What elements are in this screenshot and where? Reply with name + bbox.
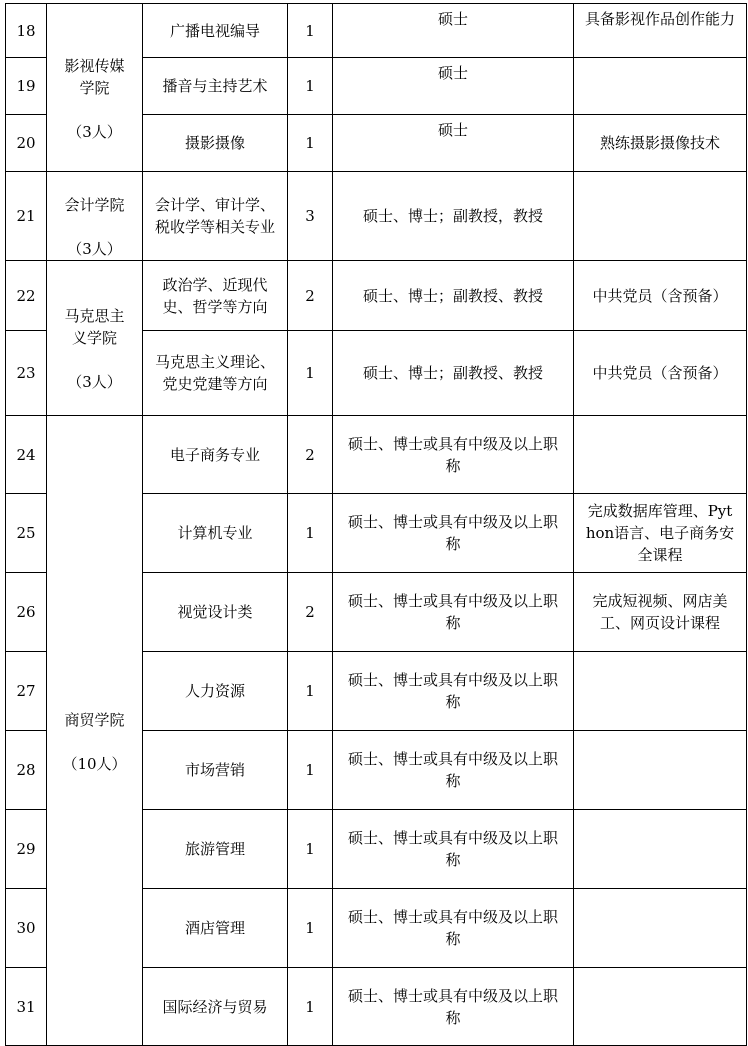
degree-text: 硕士、博士或具有中级及以上职称 <box>347 750 558 790</box>
major-cell: 电子商务专业 <box>143 416 288 494</box>
college-count: （10人） <box>62 754 127 773</box>
requirement-cell: 熟练摄影摄像技术 <box>574 115 747 172</box>
requirement-cell <box>574 172 747 261</box>
college-count: （3人） <box>67 122 122 141</box>
degree-cell <box>333 810 574 889</box>
count-cell: 2 <box>288 416 333 494</box>
college-cell <box>47 4 143 172</box>
major-cell: 视觉设计类 <box>143 573 288 652</box>
row-number: 30 <box>6 889 47 968</box>
degree-text: 硕士、博士或具有中级及以上职称 <box>347 592 558 632</box>
row-number: 20 <box>6 115 47 172</box>
degree-text: 硕士、博士或具有中级及以上职称 <box>347 986 558 1027</box>
table-row <box>6 4 747 58</box>
degree-text: 硕士、博士或具有中级及以上职称 <box>347 434 558 475</box>
count-cell: 1 <box>288 4 333 58</box>
degree-text: 硕士、博士或具有中级及以上职称 <box>347 908 558 948</box>
degree-cell <box>333 573 574 652</box>
table-row <box>6 416 747 494</box>
major-cell: 市场营销 <box>143 731 288 810</box>
count-cell: 1 <box>288 889 333 968</box>
requirement-cell: 中共党员（含预备） <box>574 331 747 416</box>
degree-cell <box>333 652 574 731</box>
degree-cell <box>333 416 574 494</box>
count-cell: 1 <box>288 494 333 573</box>
requirement-cell: 中共党员（含预备） <box>574 261 747 331</box>
major-cell: 会计学、审计学、税收学等相关专业 <box>143 172 288 261</box>
major-cell: 酒店管理 <box>143 889 288 968</box>
row-number: 21 <box>6 172 47 261</box>
degree-text: 硕士、博士或具有中级及以上职称 <box>347 513 558 553</box>
requirement-cell <box>574 968 747 1046</box>
count-cell: 1 <box>288 731 333 810</box>
count-cell: 1 <box>288 968 333 1046</box>
requirement-text: 完成数据库管理、Python语言、电子商务安全课程 <box>585 502 735 564</box>
row-number: 26 <box>6 573 47 652</box>
count-cell: 1 <box>288 115 333 172</box>
count-cell: 1 <box>288 58 333 115</box>
degree-cell <box>333 494 574 573</box>
row-number: 27 <box>6 652 47 731</box>
major-cell: 计算机专业 <box>143 494 288 573</box>
requirement-text: 完成短视频、网店美工、网页设计课程 <box>592 592 728 632</box>
row-number: 25 <box>6 494 47 573</box>
college-name: 影视传媒学院 <box>64 56 125 97</box>
major-cell: 人力资源 <box>143 652 288 731</box>
recruitment-table <box>5 3 747 1046</box>
degree-text: 硕士、博士或具有中级及以上职称 <box>347 829 558 869</box>
degree-cell <box>333 968 574 1046</box>
major-cell: 政治学、近现代史、哲学等方向 <box>143 261 288 331</box>
college-cell <box>47 416 143 1046</box>
row-number: 22 <box>6 261 47 331</box>
college-count: （3人） <box>67 373 122 391</box>
count-cell: 3 <box>288 172 333 261</box>
degree-cell <box>333 731 574 810</box>
requirement-cell <box>574 494 747 573</box>
college-count: （3人） <box>67 240 122 258</box>
count-cell: 1 <box>288 331 333 416</box>
degree-cell: 硕士、博士；副教授，教授 <box>333 172 574 261</box>
college-name: 商贸学院 <box>64 710 125 729</box>
count-cell: 1 <box>288 652 333 731</box>
college-cell <box>47 172 143 261</box>
table-row <box>6 172 747 261</box>
college-name: 马克思主义学院 <box>64 307 125 347</box>
count-cell: 1 <box>288 810 333 889</box>
count-cell: 2 <box>288 573 333 652</box>
degree-cell: 硕士 <box>333 4 574 58</box>
degree-cell: 硕士 <box>333 115 574 172</box>
row-number: 31 <box>6 968 47 1046</box>
requirement-cell <box>574 731 747 810</box>
degree-cell: 硕士 <box>333 58 574 115</box>
requirement-cell: 具备影视作品创作能力 <box>574 4 747 58</box>
requirement-cell <box>574 573 747 652</box>
requirement-cell <box>574 810 747 889</box>
row-number: 19 <box>6 58 47 115</box>
major-cell: 摄影摄像 <box>143 115 288 172</box>
count-cell: 2 <box>288 261 333 331</box>
degree-text: 硕士、博士或具有中级及以上职称 <box>347 671 558 711</box>
major-cell: 播音与主持艺术 <box>143 58 288 115</box>
degree-cell: 硕士、博士；副教授、教授 <box>333 261 574 331</box>
row-number: 28 <box>6 731 47 810</box>
row-number: 23 <box>6 331 47 416</box>
row-number: 24 <box>6 416 47 494</box>
college-name: 会计学院 <box>64 196 125 214</box>
requirement-cell <box>574 652 747 731</box>
requirement-cell <box>574 416 747 494</box>
requirement-cell <box>574 58 747 115</box>
college-cell <box>47 261 143 416</box>
degree-cell: 硕士、博士；副教授、教授 <box>333 331 574 416</box>
major-cell: 马克思主义理论、党史党建等方向 <box>143 331 288 416</box>
major-cell: 广播电视编导 <box>143 4 288 58</box>
row-number: 18 <box>6 4 47 58</box>
degree-cell <box>333 889 574 968</box>
requirement-cell <box>574 889 747 968</box>
major-cell: 国际经济与贸易 <box>143 968 288 1046</box>
row-number: 29 <box>6 810 47 889</box>
table-row <box>6 261 747 331</box>
major-cell: 旅游管理 <box>143 810 288 889</box>
